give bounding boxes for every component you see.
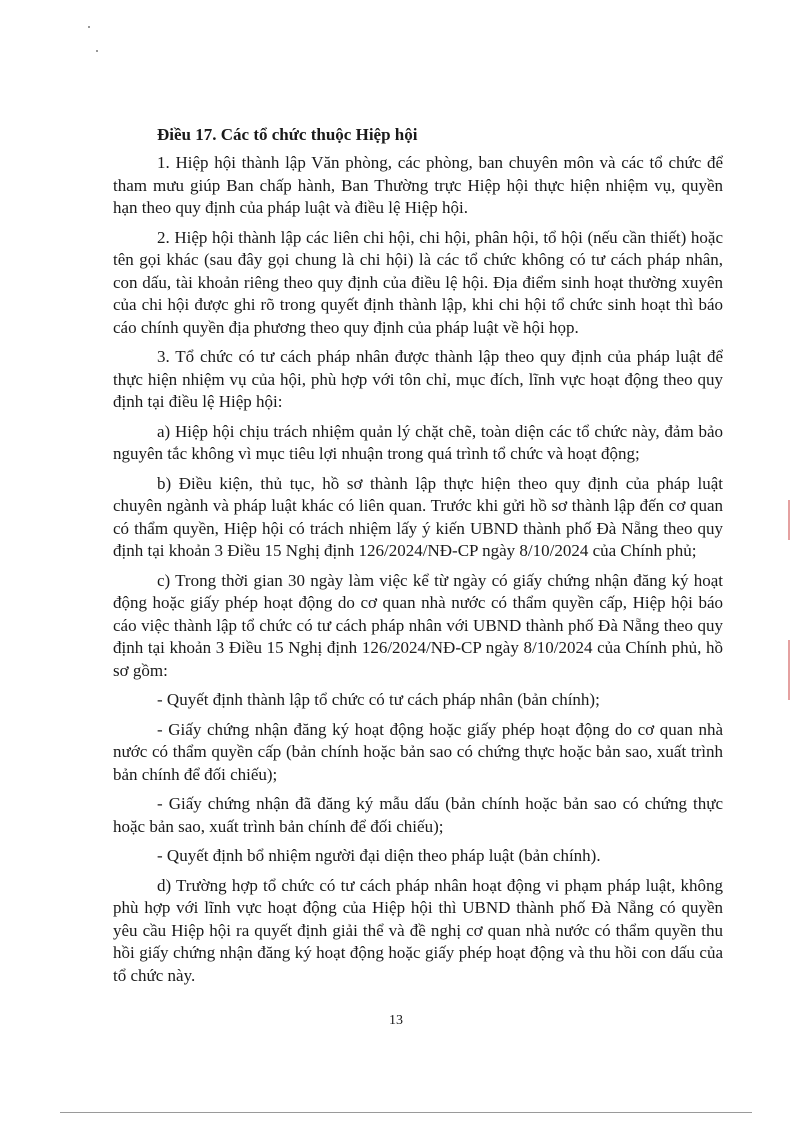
paragraph-3a: a) Hiệp hội chịu trách nhiệm quản lý chặt chẽ, toàn diện các tổ chức này, đảm bảo nguyên tắc không vì mục tiêu lợi nhuận trong quá trình tổ chức và hoạt động; — [113, 421, 723, 463]
paragraph-3b: b) Điều kiện, thủ tục, hồ sơ thành lập thực hiện theo quy định của pháp luật chuyên ngành và pháp luật khác có liên quan. Trước khi gửi hồ sơ thành lập đến cơ quan có thẩm quyền, Hiệp hội có trách nhiệm lấy ý kiến UBND thành phố Đà Nẵng theo quy định tại khoản 3 Điều 15 Nghị định 126/2024/NĐ-CP ngày 8/10/2024 của Chính phủ; — [113, 473, 723, 560]
paragraph-3d: d) Trường hợp tổ chức có tư cách pháp nhân hoạt động vi phạm pháp luật, không phù hợp với lĩnh vực hoạt động của Hiệp hội thì UBND thành phố Đà Nẵng có quyền yêu cầu Hiệp hội ra quyết định giải thể và đề nghị cơ quan nhà nước có thẩm quyền thu hồi giấy chứng nhận đăng ký hoạt động hoặc giấy phép hoạt động và thu hồi con dấu của tổ chức này. — [113, 875, 723, 985]
article-heading: Điều 17. Các tổ chức thuộc Hiệp hội — [157, 125, 418, 144]
scan-edge-mark — [788, 640, 790, 700]
document-body — [113, 124, 723, 994]
paragraph-1: 1. Hiệp hội thành lập Văn phòng, các phòng, ban chuyên môn và các tổ chức để tham mưu giúp Ban chấp hành, Ban Thường trực Hiệp hội thực hiện nhiệm vụ, quyền hạn theo quy định của pháp luật và điều lệ Hiệp hội. — [113, 153, 723, 217]
page-number: 13 — [389, 1013, 403, 1028]
list-item-registration-certificate: - Giấy chứng nhận đăng ký hoạt động hoặc giấy phép hoạt động do cơ quan nhà nước có thẩm quyền cấp (bản chính hoặc bản sao có chứng thực hoặc bản sao, xuất trình bản chính để đối chiếu); — [113, 719, 723, 784]
list-item-seal-certificate: - Giấy chứng nhận đã đăng ký mẫu dấu (bản chính hoặc bản sao có chứng thực hoặc bản sao, xuất trình bản chính để đối chiếu); — [113, 794, 723, 836]
paragraph-3: 3. Tổ chức có tư cách pháp nhân được thành lập theo quy định của pháp luật để thực hiện nhiệm vụ của hội, phù hợp với tôn chỉ, mục đích, lĩnh vực hoạt động theo quy định tại điều lệ Hiệp hội: — [113, 347, 723, 411]
paragraph-2: 2. Hiệp hội thành lập các liên chi hội, chi hội, phân hội, tổ hội (nếu cần thiết) hoặc tên gọi khác (sau đây gọi chung là chi hội) là các tổ chức không có tư cách pháp nhân, con dấu, tài khoản riêng theo quy định của điều lệ hội. Địa điểm sinh hoạt thường xuyên của chi hội được ghi rõ trong quyết định thành lập, khi chi hội tổ chức sinh hoạt thì báo cáo chính quyền địa phương theo quy định của pháp luật về hội họp. — [113, 227, 723, 337]
scan-speck — [88, 26, 90, 28]
scan-bottom-line — [60, 1112, 752, 1113]
paragraph-3c: c) Trong thời gian 30 ngày làm việc kể từ ngày có giấy chứng nhận đăng ký hoạt động hoặc giấy phép hoạt động do cơ quan nhà nước có thẩm quyền cấp, Hiệp hội báo cáo việc thành lập tổ chức có tư cách pháp nhân với UBND thành phố Đà Nẵng theo quy định tại khoản 3 Điều 15 Nghị định 126/2024/NĐ-CP ngày 8/10/2024 của Chính phủ, hồ sơ gồm: — [113, 570, 723, 680]
scan-speck — [96, 50, 98, 52]
scan-edge-mark — [788, 500, 790, 540]
list-item-appointment-decision: - Quyết định bổ nhiệm người đại diện theo pháp luật (bản chính). — [157, 846, 601, 865]
list-item-decision: - Quyết định thành lập tổ chức có tư cách pháp nhân (bản chính); — [157, 690, 600, 709]
